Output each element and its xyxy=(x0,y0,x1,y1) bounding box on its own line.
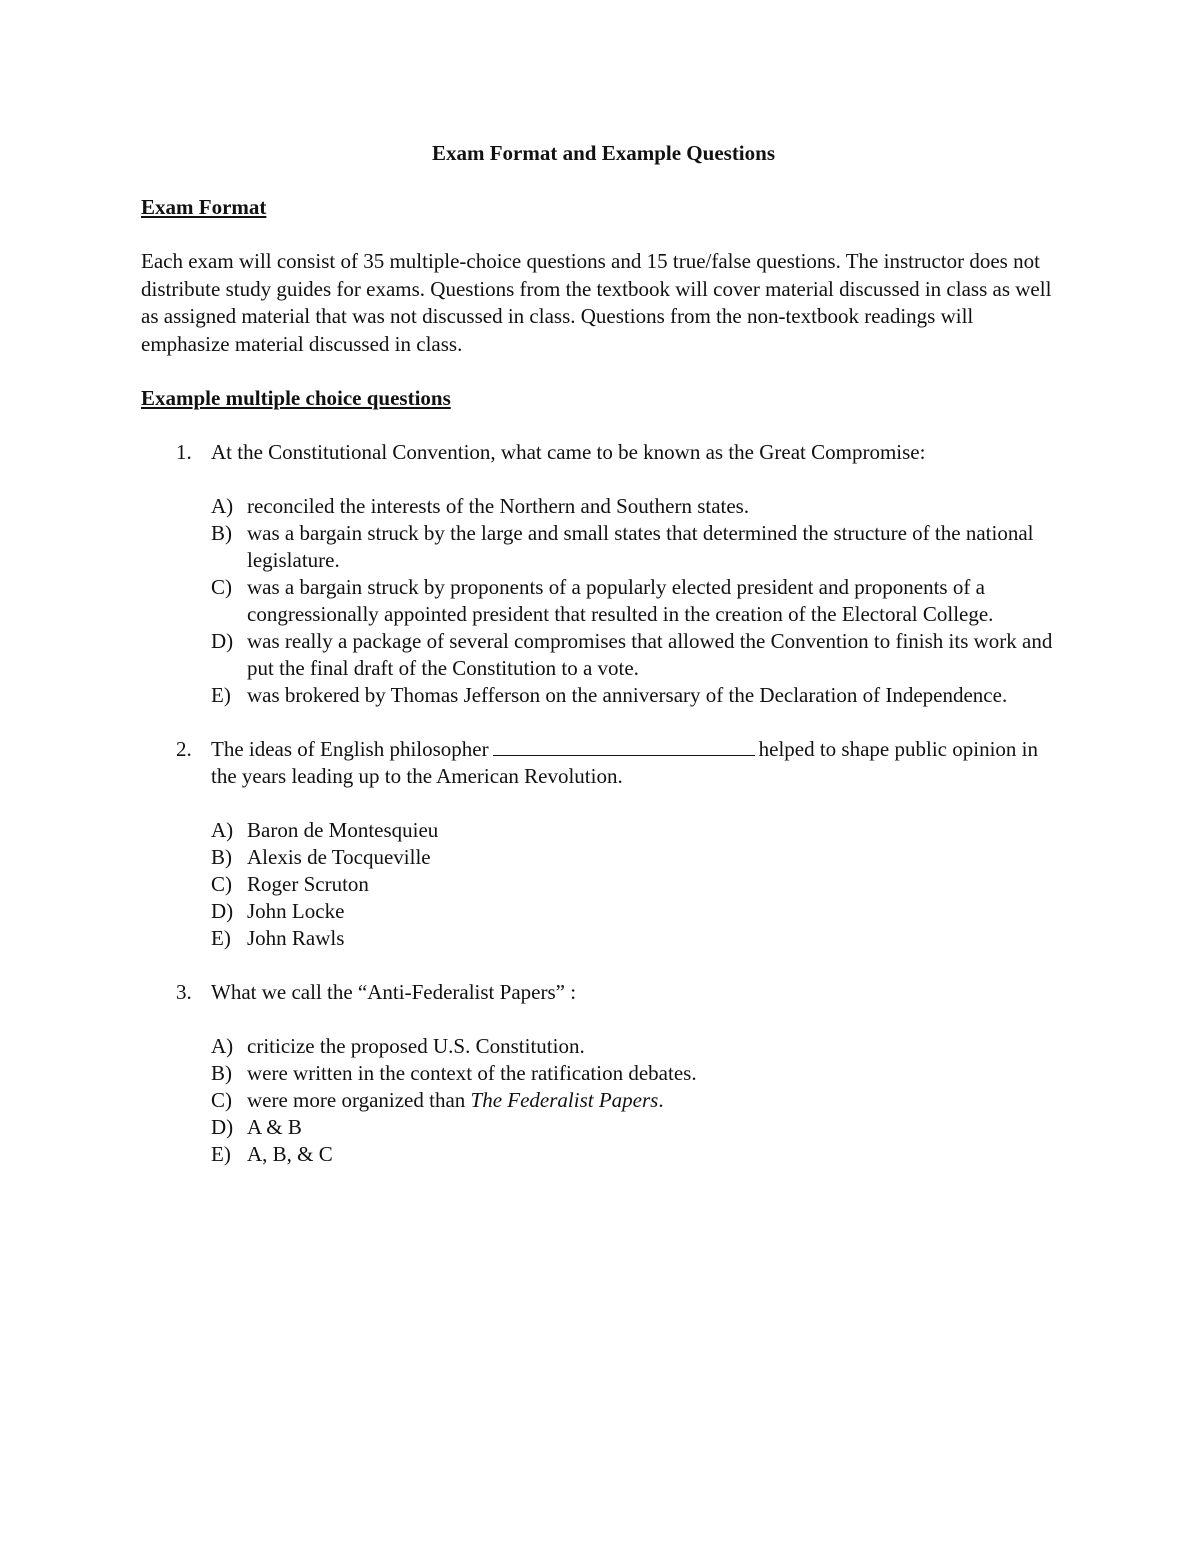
answer-options xyxy=(141,493,1066,709)
answer-option xyxy=(141,871,1066,898)
answer-option xyxy=(141,628,1066,682)
option-text: Roger Scruton xyxy=(247,872,369,896)
option-letter: C) xyxy=(211,872,232,896)
question-text xyxy=(211,736,1066,790)
question-1 xyxy=(141,439,1066,709)
answer-options xyxy=(141,817,1066,952)
question-stem xyxy=(141,736,1066,790)
option-letter: E) xyxy=(211,683,231,707)
answer-option xyxy=(141,1060,1066,1087)
option-letter: A) xyxy=(211,494,234,518)
option-text: were written in the context of the ratification debates. xyxy=(247,1061,697,1085)
answer-option xyxy=(141,493,1066,520)
question-number: 2. xyxy=(176,737,192,761)
question-3 xyxy=(141,979,1066,1168)
option-text: John Locke xyxy=(247,899,345,923)
option-letter: C) xyxy=(211,1088,232,1112)
option-text-end: . xyxy=(658,1088,664,1112)
question-text-before-blank: The ideas of English philosopher xyxy=(211,737,489,761)
option-letter: B) xyxy=(211,845,232,869)
document-page xyxy=(141,140,1066,1195)
page-title: Exam Format and Example Questions xyxy=(431,141,775,165)
option-text xyxy=(247,1087,1066,1114)
option-letter: A) xyxy=(211,818,234,842)
answer-option xyxy=(141,574,1066,628)
question-text-after-blank: helped to shape public opinion in the years leading up to the American Revolution. xyxy=(211,737,1038,788)
answer-option xyxy=(141,817,1066,844)
option-letter: B) xyxy=(211,521,232,545)
question-number: 1. xyxy=(176,440,192,464)
question-stem xyxy=(141,979,1066,1006)
option-letter: E) xyxy=(211,926,231,950)
answer-option xyxy=(141,520,1066,574)
question-2 xyxy=(141,736,1066,952)
example-questions-heading: Example multiple choice questions xyxy=(141,386,451,410)
answer-option xyxy=(141,1114,1066,1141)
answer-options xyxy=(141,1033,1066,1168)
option-text: was brokered by Thomas Jefferson on the anniversary of the Declaration of Independence. xyxy=(247,683,1008,707)
question-number: 3. xyxy=(176,980,192,1004)
question-stem xyxy=(141,439,1066,466)
option-text: was a bargain struck by proponents of a popularly elected president and proponents of a congressionally appointed president that resulted in the creation of the Electoral College. xyxy=(247,575,994,626)
answer-option xyxy=(141,1141,1066,1168)
answer-option xyxy=(141,925,1066,952)
option-letter: C) xyxy=(211,575,232,599)
option-text: was a bargain struck by the large and small states that determined the structure of the national legislature. xyxy=(247,521,1034,572)
option-text: John Rawls xyxy=(247,926,345,950)
option-letter: A) xyxy=(211,1034,234,1058)
answer-option xyxy=(141,682,1066,709)
answer-option xyxy=(141,1033,1066,1060)
exam-format-heading: Exam Format xyxy=(141,195,267,219)
fill-in-blank-line xyxy=(493,737,755,756)
exam-format-paragraph: Each exam will consist of 35 multiple-choice questions and 15 true/false questions. The instructor does not distribute study guides for exams. Questions from the textbook will cover material discussed in class as well as assigned material that was not discussed in class. Questions from the non-textbook readings will emphasize material discussed in class. xyxy=(141,249,1052,356)
option-letter: D) xyxy=(211,899,234,923)
question-text: At the Constitutional Convention, what came to be known as the Great Compromise: xyxy=(211,440,926,464)
answer-option xyxy=(141,1087,1066,1114)
option-text-main: were more organized than xyxy=(247,1088,466,1112)
book-title-italic: The Federalist Papers xyxy=(470,1088,659,1112)
option-letter: D) xyxy=(211,629,234,653)
option-text: Baron de Montesquieu xyxy=(247,818,439,842)
option-text: A & B xyxy=(247,1115,302,1139)
option-text: A, B, & C xyxy=(247,1142,333,1166)
option-letter: E) xyxy=(211,1142,231,1166)
answer-option xyxy=(141,844,1066,871)
option-text: Alexis de Tocqueville xyxy=(247,845,431,869)
option-text: reconciled the interests of the Northern and Southern states. xyxy=(247,494,750,518)
option-text: was really a package of several compromises that allowed the Convention to finish its work and put the final draft of the Constitution to a vote. xyxy=(247,629,1053,680)
option-letter: D) xyxy=(211,1115,234,1139)
option-letter: B) xyxy=(211,1061,232,1085)
answer-option xyxy=(141,898,1066,925)
question-text: What we call the “Anti-Federalist Papers” : xyxy=(211,980,577,1004)
option-text: criticize the proposed U.S. Constitution. xyxy=(247,1034,585,1058)
